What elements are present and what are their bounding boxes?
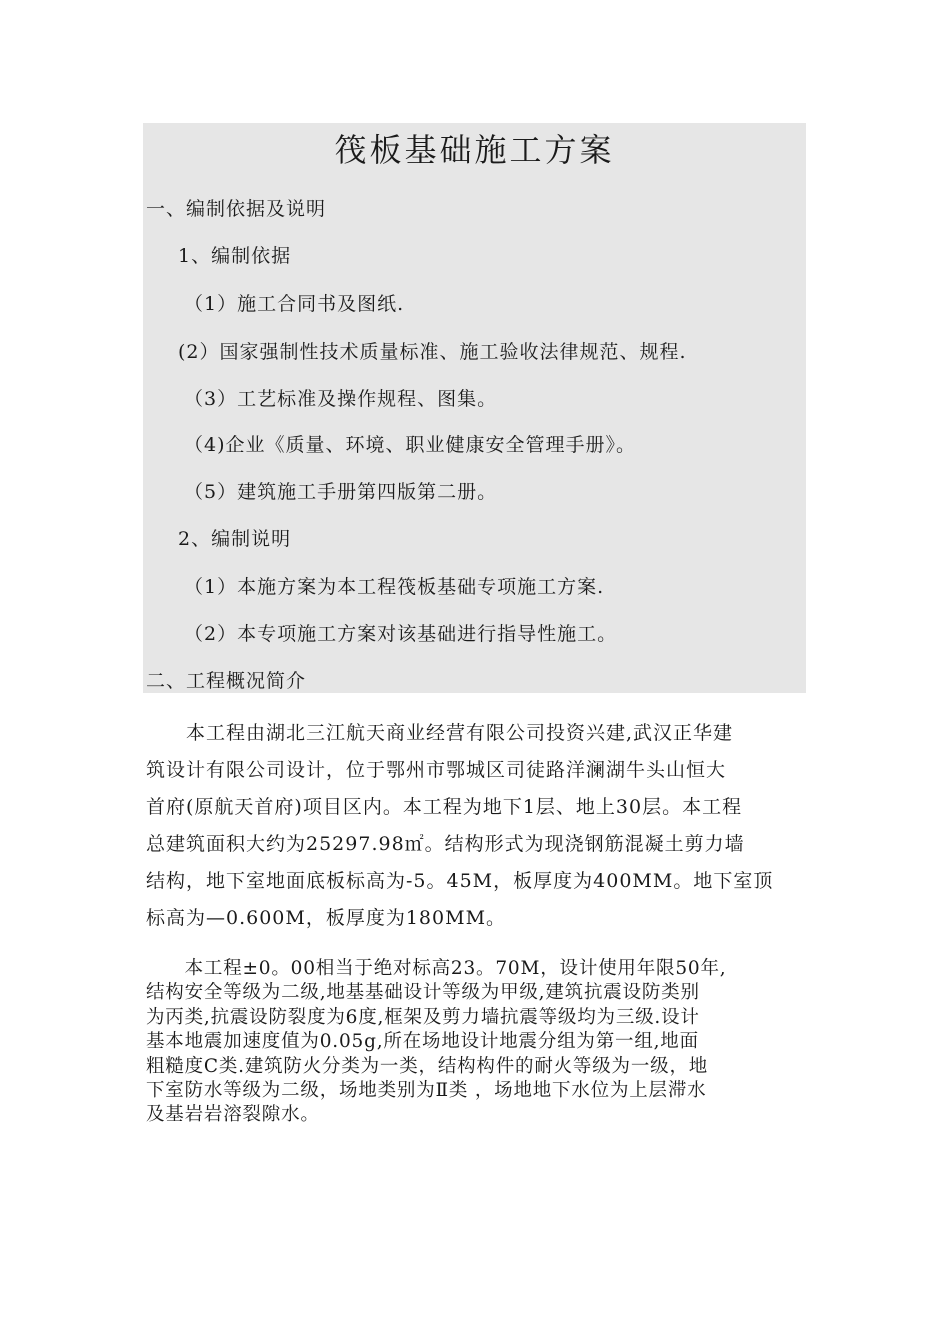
section-heading-overview: 二、工程概况简介 xyxy=(146,670,307,692)
paragraph-line: 为丙类,抗震设防裂度为6度,框架及剪力墙抗震等级均为三级.设计 xyxy=(146,1006,700,1028)
paragraph-line: 标高为—0.600M，板厚度为180MM。 xyxy=(146,907,507,929)
list-item: （2）本专项施工方案对该基础进行指导性施工。 xyxy=(184,623,618,645)
paragraph-line: 本工程由湖北三江航天商业经营有限公司投资兴建,武汉正华建 xyxy=(146,722,734,744)
list-item: (2）国家强制性技术质量标准、施工验收法律规范、规程. xyxy=(178,341,687,363)
paragraph-line: 粗糙度C类.建筑防火分类为一类，结构构件的耐火等级为一级，地 xyxy=(146,1055,709,1077)
list-item: （1）本施方案为本工程筏板基础专项施工方案. xyxy=(184,576,605,598)
list-item: （1）施工合同书及图纸. xyxy=(184,293,405,315)
subsection-heading-basis: 1、编制依据 xyxy=(178,245,292,267)
section-heading-basis: 一、编制依据及说明 xyxy=(146,198,327,220)
paragraph-line: 结构，地下室地面底板标高为-5。45M，板厚度为400MM。地下室顶 xyxy=(146,870,774,892)
paragraph-line: 下室防水等级为二级，场地类别为Ⅱ类 ，场地地下水位为上层滞水 xyxy=(146,1080,707,1102)
paragraph-line: 首府(原航天首府)项目区内。本工程为地下1层、地上30层。本工程 xyxy=(146,796,743,818)
list-item: （4)企业《质量、环境、职业健康安全管理手册》。 xyxy=(184,434,637,456)
list-item: （3）工艺标准及操作规程、图集。 xyxy=(184,388,498,410)
overview-paragraph-1 xyxy=(146,715,806,937)
paragraph-line: 结构安全等级为二级,地基基础设计等级为甲级,建筑抗震设防类别 xyxy=(146,982,700,1004)
paragraph-line: 及基岩岩溶裂隙水。 xyxy=(146,1104,320,1126)
document-title: 筏板基础施工方案 xyxy=(334,131,615,169)
paragraph-line: 筑设计有限公司设计，位于鄂州市鄂城区司徒路洋澜湖牛头山恒大 xyxy=(146,759,727,781)
paragraph-line: 基本地震加速度值为0.05g,所在场地设计地震分组为第一组,地面 xyxy=(146,1031,699,1053)
paragraph-line: 总建筑面积大约为25297.98㎡。结构形式为现浇钢筋混凝土剪力墙 xyxy=(146,833,745,855)
list-item: （5）建筑施工手册第四版第二册。 xyxy=(184,481,498,503)
paragraph-line: 本工程±0。00相当于绝对标高23。70M，设计使用年限50年, xyxy=(146,958,727,979)
overview-paragraph-2 xyxy=(146,957,806,1128)
subsection-heading-notes: 2、编制说明 xyxy=(178,528,292,550)
